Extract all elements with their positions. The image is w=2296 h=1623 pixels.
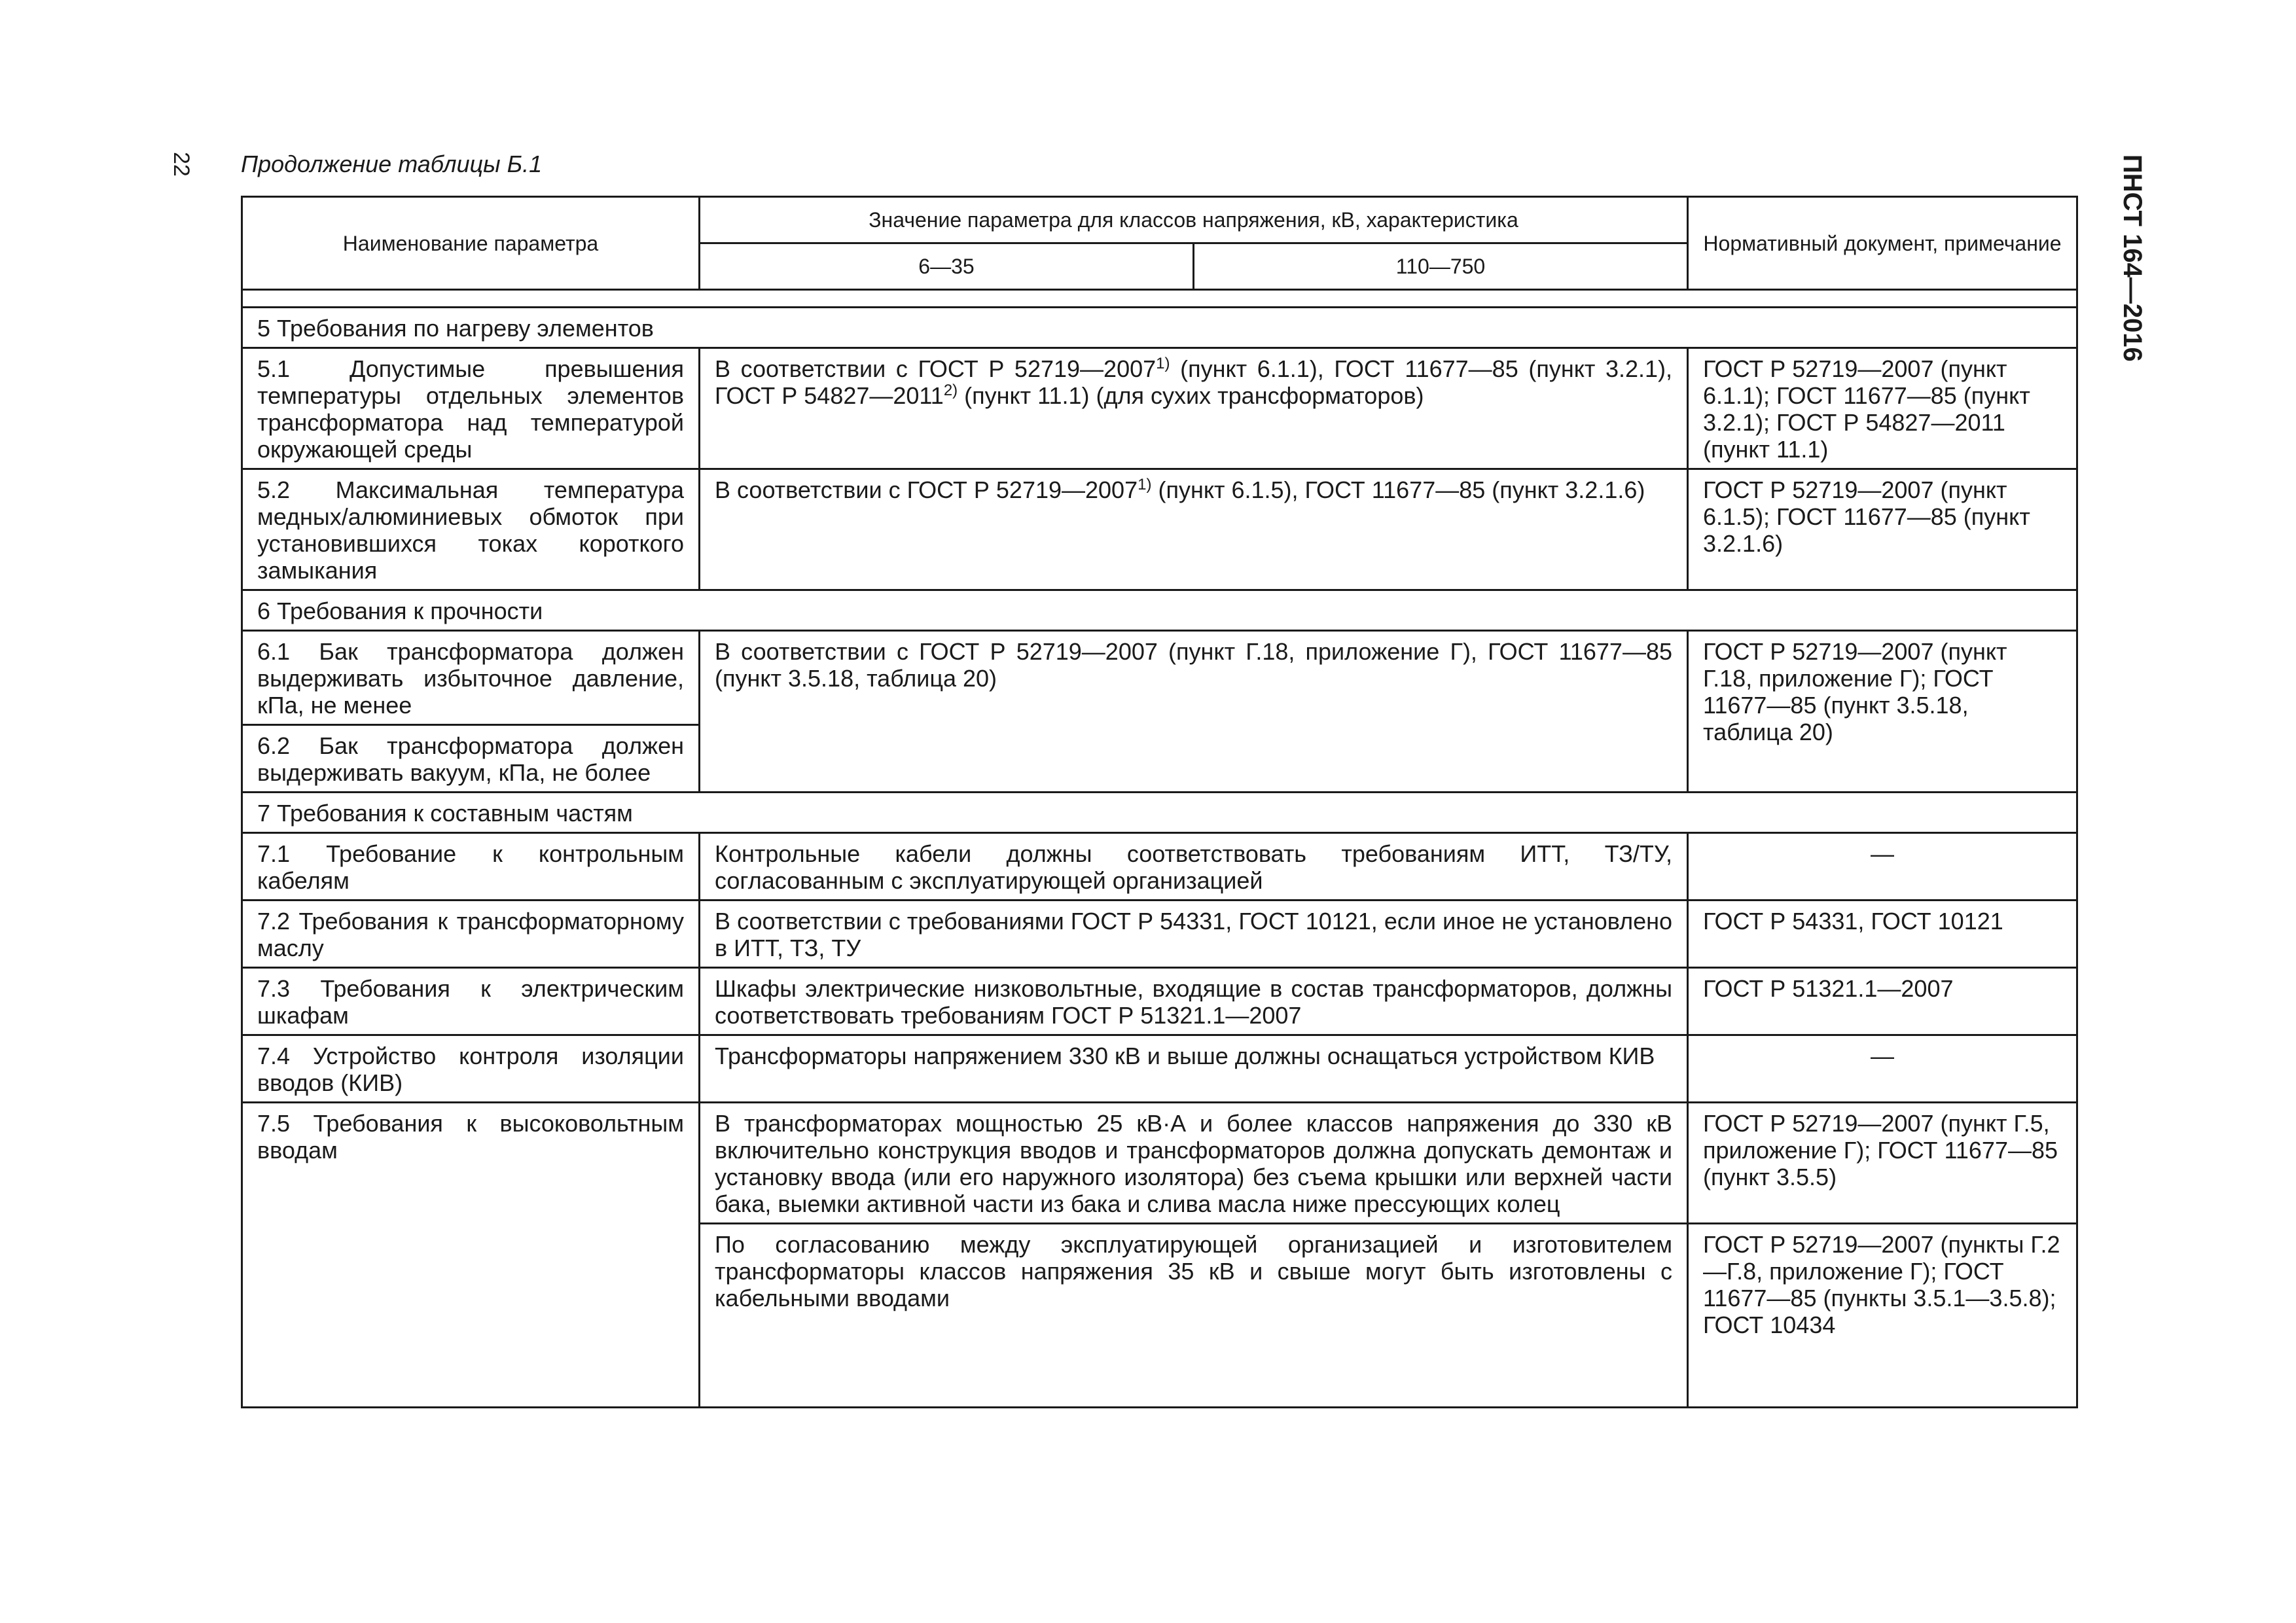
doc-cell: ГОСТ Р 52719—2007 (пункт Г.5, приложение Г); ГОСТ 11677—85 (пункт 3.5.5) (1688, 1103, 2077, 1224)
param-cell: 6.2 Бак трансформатора должен выдерживать вакуум, кПа, не более (242, 725, 700, 793)
footnote-mark: 2) (943, 382, 958, 399)
standard-identifier: ПНСТ 164—2016 (2118, 154, 2147, 362)
table-header-row (242, 197, 2077, 243)
table-row (242, 1035, 2077, 1103)
section-row (242, 308, 2077, 348)
section-title: 5 Требования по нагреву элементов (242, 308, 2077, 348)
section-row (242, 793, 2077, 833)
table-row (242, 631, 2077, 725)
table-continuation-caption: Продолжение таблицы Б.1 (241, 151, 543, 177)
value-cell: Контрольные кабели должны соответствовать требованиям ИТТ, ТЗ/ТУ, согласованным с эксплуатирующей организацией (700, 833, 1688, 901)
value-text: (пункт 6.1.1), ГОСТ 11677—85 (пункт 3.2.1), ГОСТ Р 54827—2011 (715, 355, 1673, 409)
param-cell: 6.1 Бак трансформатора должен выдерживать избыточное давление, кПа, не менее (242, 631, 700, 725)
table-row (242, 833, 2077, 901)
doc-cell: ГОСТ Р 52719—2007 (пункт 6.1.1); ГОСТ 11677—85 (пункт 3.2.1); ГОСТ Р 54827—2011 (пункт 11.1) (1688, 348, 2077, 469)
table-row (242, 348, 2077, 469)
value-cell (700, 348, 1688, 469)
value-cell: В соответствии с ГОСТ Р 52719—2007 (пункт Г.18, приложение Г), ГОСТ 11677—85 (пункт 3.5.18, таблица 20) (700, 631, 1688, 793)
table-row (242, 1103, 2077, 1224)
header-separator-cell (242, 290, 2077, 308)
param-cell: 7.2 Требования к трансформаторному маслу (242, 901, 700, 968)
param-cell: 7.3 Требования к электрическим шкафам (242, 968, 700, 1035)
footnote-mark: 1) (1138, 476, 1152, 493)
value-cell: В трансформаторах мощностью 25 кВ·А и более классов напряжения до 330 кВ включительно конструкция вводов и трансформаторов должна допускать демонтаж и установку ввода (или его наружного изолятора) без съема крышки или верхней части бака, выемки активной части из бака и слива масла ниже прессующих колец (700, 1103, 1688, 1224)
doc-cell: ГОСТ Р 52719—2007 (пункты Г.2—Г.8, приложение Г); ГОСТ 11677—85 (пункты 3.5.1—3.5.8); ГОСТ 10434 (1688, 1224, 2077, 1408)
table-row (242, 469, 2077, 590)
doc-cell: ГОСТ Р 51321.1—2007 (1688, 968, 2077, 1035)
section-row (242, 590, 2077, 631)
value-text: (пункт 6.1.5), ГОСТ 11677—85 (пункт 3.2.1.6) (1151, 476, 1645, 503)
param-cell: 7.4 Устройство контроля изоляции вводов (КИВ) (242, 1035, 700, 1103)
param-cell: 5.1 Допустимые превышения температуры отдельных элементов трансформатора над температурой окружающей среды (242, 348, 700, 469)
value-text: В соответствии с ГОСТ Р 52719—2007 (715, 476, 1138, 503)
doc-cell: ГОСТ Р 54331, ГОСТ 10121 (1688, 901, 2077, 968)
doc-cell: — (1688, 833, 2077, 901)
param-cell: 5.2 Максимальная температура медных/алюминиевых обмоток при установившихся токах короткого замыкания (242, 469, 700, 590)
header-class-6-35: 6—35 (700, 243, 1194, 290)
requirements-table (241, 196, 2078, 1408)
value-cell (700, 469, 1688, 590)
section-title: 6 Требования к прочности (242, 590, 2077, 631)
header-class-110-750: 110—750 (1194, 243, 1688, 290)
value-text: В соответствии с ГОСТ Р 52719—2007 (715, 355, 1157, 382)
param-cell: 7.5 Требования к высоковольтным вводам (242, 1103, 700, 1408)
header-separator (242, 290, 2077, 308)
param-cell: 7.1 Требование к контрольным кабелям (242, 833, 700, 901)
value-cell: Трансформаторы напряжением 330 кВ и выше должны оснащаться устройством КИВ (700, 1035, 1688, 1103)
value-cell: По согласованию между эксплуатирующей организацией и изготовителем трансформаторы классов напряжения 35 кВ и свыше могут быть изготовлены с кабельными вводами (700, 1224, 1688, 1408)
doc-cell: — (1688, 1035, 2077, 1103)
value-cell: Шкафы электрические низковольтные, входящие в состав трансформаторов, должны соответствовать требованиям ГОСТ Р 51321.1—2007 (700, 968, 1688, 1035)
page-number: 22 (169, 152, 194, 177)
table-row (242, 968, 2077, 1035)
doc-cell: ГОСТ Р 52719—2007 (пункт Г.18, приложение Г); ГОСТ 11677—85 (пункт 3.5.18, таблица 20) (1688, 631, 2077, 793)
value-text: (пункт 11.1) (для сухих трансформаторов) (958, 382, 1424, 409)
header-value-group: Значение параметра для классов напряжения, кВ, характеристика (700, 197, 1688, 243)
footnote-mark: 1) (1156, 355, 1170, 372)
value-cell: В соответствии с требованиями ГОСТ Р 54331, ГОСТ 10121, если иное не установлено в ИТТ, ТЗ, ТУ (700, 901, 1688, 968)
doc-cell: ГОСТ Р 52719—2007 (пункт 6.1.5); ГОСТ 11677—85 (пункт 3.2.1.6) (1688, 469, 2077, 590)
table-row (242, 901, 2077, 968)
header-normative-doc: Нормативный документ, примечание (1688, 197, 2077, 290)
header-param-name: Наименование параметра (242, 197, 700, 290)
section-title: 7 Требования к составным частям (242, 793, 2077, 833)
